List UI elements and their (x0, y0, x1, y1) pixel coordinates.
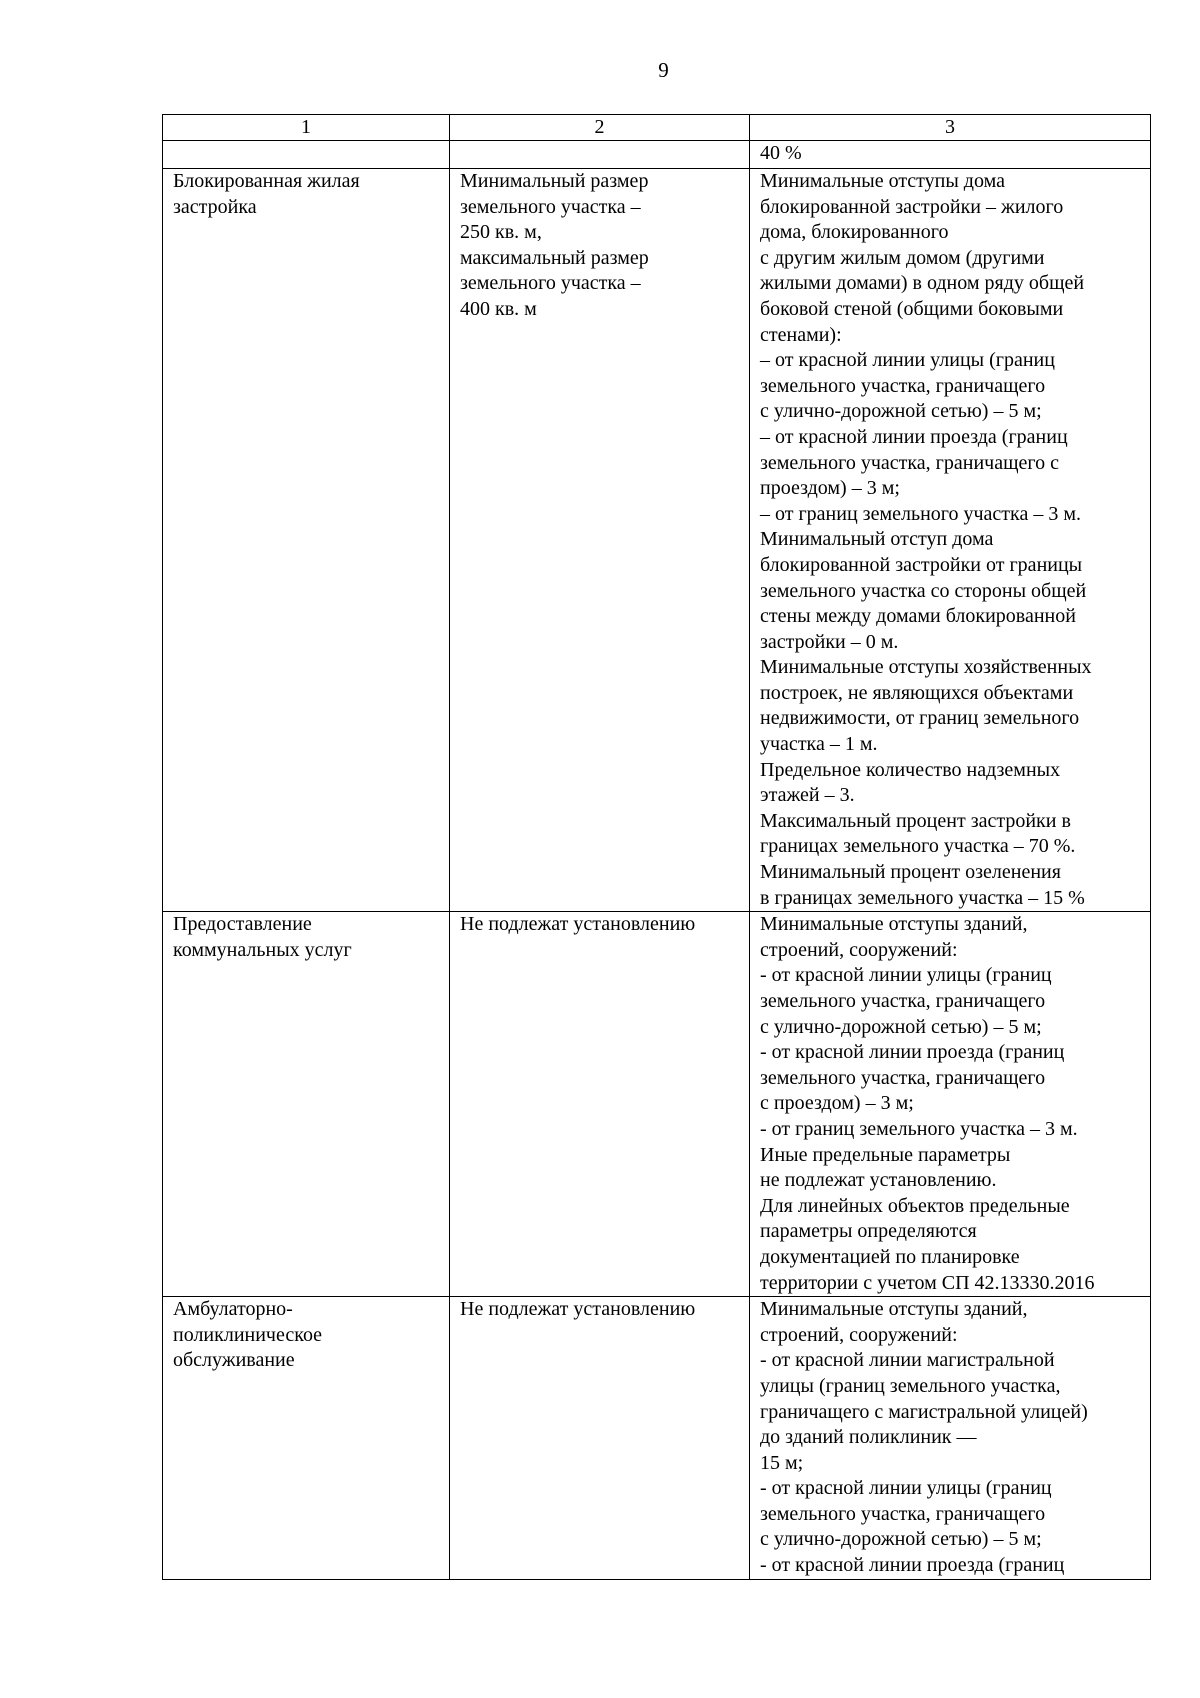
cell-text-line: Минимальные отступы дома (760, 170, 1005, 192)
cell-text-line: стенами): (760, 323, 842, 346)
cell-text-line: строений, сооружений: (760, 938, 958, 961)
table-row (163, 912, 1151, 1297)
cell-text-line: до зданий поликлиник — (760, 1426, 977, 1449)
cell-text-line: не подлежат установлению. (760, 1169, 997, 1192)
cell-text-line: Не подлежат установлению (460, 1298, 696, 1321)
cell-text-line: земельного участка – (460, 195, 641, 218)
cell-text-line: обслуживание (173, 1349, 295, 1372)
cell-text-line: параметры определяются (760, 1220, 977, 1243)
plot-size-cell (450, 141, 750, 169)
cell-text-line: строений, сооружений: (760, 1323, 958, 1346)
parameters-cell (750, 1297, 1151, 1580)
cell-text-line: земельного участка, граничащего (760, 990, 1046, 1012)
cell-text-line: блокированной застройки от границы (760, 553, 1083, 576)
cell-text-line: земельного участка, граничащего (760, 1502, 1046, 1525)
cell-text-line: земельного участка, граничащего (760, 374, 1046, 397)
land-use-cell (163, 169, 450, 912)
cell-text-line: боковой стеной (общими боковыми (760, 297, 1064, 320)
cell-text-line: в границах земельного участка – 15 % (760, 886, 1085, 909)
plot-size-cell (450, 1297, 750, 1580)
cell-text-line: – от границ земельного участка – 3 м. (760, 502, 1081, 525)
cell-text-line: участка – 1 м. (760, 733, 878, 756)
cell-text-line: - от красной линии магистральной (760, 1349, 1055, 1372)
cell-text-line: - от красной линии улицы (границ (760, 964, 1052, 987)
cell-text-line: земельного участка – (460, 272, 641, 295)
plot-size-cell (450, 912, 750, 1297)
cell-text-line: застройка (173, 195, 257, 218)
cell-text-line: земельного участка, граничащего (760, 1066, 1046, 1089)
header-cell-1: 1 (163, 115, 450, 141)
parameters-cell (750, 912, 1151, 1297)
cell-text-line: земельного участка со стороны общей (760, 579, 1087, 602)
cell-text-line: Предельное количество надземных (760, 758, 1061, 781)
cell-text-line: Минимальный процент озеленения (760, 861, 1061, 884)
land-use-cell (163, 141, 450, 169)
cell-text-line: - от красной линии проезда (границ (760, 1554, 1065, 1577)
cell-text-line: Амбулаторно- (173, 1298, 293, 1321)
table-row (163, 141, 1151, 169)
cell-text-line: поликлиническое (173, 1323, 323, 1346)
cell-text-line: земельного участка, граничащего с (760, 451, 1059, 474)
cell-text-line: документацией по планировке (760, 1245, 1020, 1268)
cell-text-line: Минимальные отступы зданий, (760, 1298, 1028, 1321)
cell-text-line: - от границ земельного участка – 3 м. (760, 1117, 1078, 1140)
cell-text-line: с проездом) – 3 м; (760, 1092, 914, 1115)
cell-text-line: Максимальный процент застройки в (760, 809, 1071, 832)
plot-size-cell (450, 169, 750, 912)
cell-text-line: этажей – 3. (760, 784, 855, 807)
cell-text-line: с другим жилым домом (другими (760, 246, 1045, 269)
cell-text-line: застройки – 0 м. (760, 630, 899, 653)
cell-text-line: 40 % (760, 142, 802, 164)
cell-text-line: построек, не являющихся объектами (760, 681, 1074, 704)
cell-text-line: - от красной линии улицы (границ (760, 1477, 1052, 1500)
cell-text-line: Блокированная жилая (173, 170, 360, 192)
cell-text-line: Минимальный размер (460, 170, 649, 192)
cell-text-line: с улично-дорожной сетью) – 5 м; (760, 400, 1042, 423)
cell-text-line: – от красной линии улицы (границ (760, 349, 1055, 372)
cell-text-line: недвижимости, от границ земельного (760, 707, 1080, 730)
cell-text-line: территории с учетом СП 42.13330.2016 (760, 1271, 1095, 1294)
regulations-table (162, 114, 1151, 1580)
parameters-cell (750, 169, 1151, 912)
cell-text-line: стены между домами блокированной (760, 605, 1076, 628)
cell-text-line: Минимальный отступ дома (760, 528, 994, 551)
cell-text-line: проездом) – 3 м; (760, 477, 900, 500)
header-cell-3: 3 (750, 115, 1151, 141)
cell-text-line: максимальный размер (460, 246, 649, 269)
cell-text-line: улицы (границ земельного участка, (760, 1374, 1061, 1397)
cell-text-line: Предоставление (173, 913, 312, 936)
cell-text-line: с улично-дорожной сетью) – 5 м; (760, 1528, 1042, 1551)
page-number: 9 (658, 58, 669, 82)
cell-text-line: Минимальные отступы хозяйственных (760, 656, 1092, 679)
cell-text-line: 400 кв. м (460, 297, 537, 320)
header-cell-2: 2 (450, 115, 750, 141)
cell-text-line: Не подлежат установлению (460, 913, 696, 936)
cell-text-line: жилыми домами) в одном ряду общей (760, 272, 1085, 295)
cell-text-line: Иные предельные параметры (760, 1143, 1011, 1166)
cell-text-line: Минимальные отступы зданий, (760, 913, 1028, 936)
cell-text-line: границах земельного участка – 70 %. (760, 835, 1076, 858)
land-use-cell (163, 1297, 450, 1580)
cell-text-line: граничащего с магистральной улицей) (760, 1400, 1088, 1423)
cell-text-line: блокированной застройки – жилого (760, 195, 1064, 218)
table-row (163, 169, 1151, 912)
cell-text-line: Для линейных объектов предельные (760, 1194, 1070, 1217)
cell-text-line: с улично-дорожной сетью) – 5 м; (760, 1015, 1042, 1038)
cell-text-line: - от красной линии проезда (границ (760, 1041, 1065, 1064)
cell-text-line: – от красной линии проезда (границ (760, 425, 1068, 448)
cell-text-line: 15 м; (760, 1451, 804, 1474)
cell-text-line: 250 кв. м, (460, 221, 542, 244)
cell-text-line: коммунальных услуг (173, 938, 352, 961)
parameters-cell (750, 141, 1151, 169)
table-header-row (163, 115, 1151, 141)
land-use-cell (163, 912, 450, 1297)
cell-text-line: дома, блокированного (760, 221, 949, 244)
table-row (163, 1297, 1151, 1580)
